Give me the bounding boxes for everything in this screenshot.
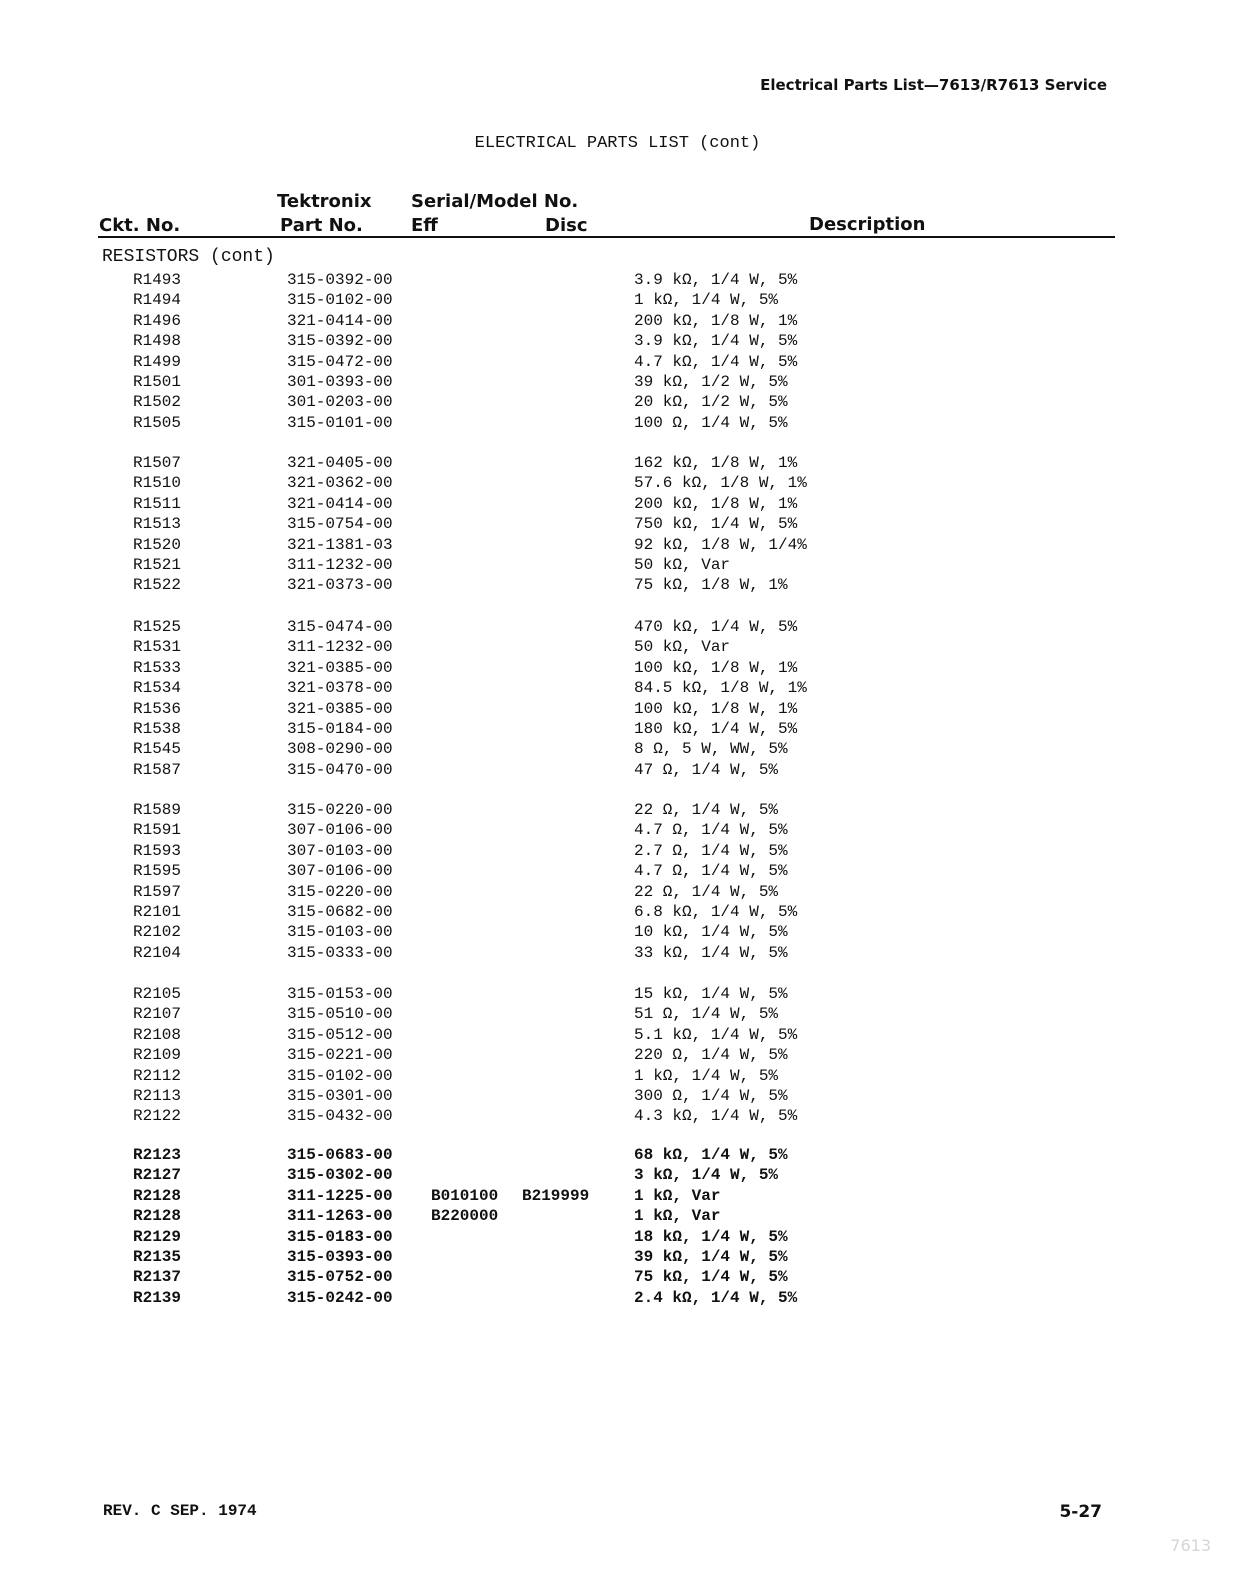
part-row: [0, 1145, 1233, 1165]
part-no-cell: 315-0392-00: [287, 271, 393, 289]
description-cell: 100 Ω, 1/4 W, 5%: [634, 413, 788, 432]
part-no-cell: 321-0414-00: [287, 311, 393, 330]
ckt-no-cell: R2128: [133, 1207, 182, 1226]
part-no-cell: 315-0102-00: [287, 291, 393, 310]
ckt-no-cell: R2104: [133, 943, 182, 962]
part-row: [0, 841, 1233, 861]
part-no-cell: 315-0103-00: [287, 923, 393, 942]
part-no-cell: 315-0183-00: [287, 1227, 393, 1246]
part-no-cell: 321-0385-00: [287, 699, 393, 718]
description-cell: 220 Ω, 1/4 W, 5%: [634, 1046, 788, 1065]
ckt-no-cell: R1538: [133, 720, 182, 738]
part-no-cell: 315-0472-00: [287, 352, 393, 371]
description-cell: 33 kΩ, 1/4 W, 5%: [634, 943, 788, 962]
ckt-no-cell: R1510: [133, 474, 182, 493]
description-cell: 39 kΩ, 1/2 W, 5%: [634, 373, 788, 391]
description-cell: 3.9 kΩ, 1/4 W, 5%: [634, 332, 798, 351]
column-header-disc: Disc: [545, 215, 588, 236]
ckt-no-cell: R2101: [133, 903, 182, 921]
part-no-cell: 315-0392-00: [287, 332, 393, 351]
description-cell: 57.6 kΩ, 1/8 W, 1%: [634, 474, 807, 493]
part-no-cell: 307-0106-00: [287, 862, 393, 881]
part-row: [0, 739, 1233, 759]
ckt-no-cell: R1534: [133, 679, 182, 698]
part-row: [0, 352, 1233, 372]
part-row: [0, 1227, 1233, 1247]
part-row: [0, 1066, 1233, 1086]
part-row: [0, 535, 1233, 555]
description-cell: 200 kΩ, 1/8 W, 1%: [634, 311, 798, 330]
ckt-no-cell: R1593: [133, 841, 182, 860]
description-cell: 22 Ω, 1/4 W, 5%: [634, 801, 779, 819]
description-cell: 162 kΩ, 1/8 W, 1%: [634, 454, 798, 472]
ckt-no-cell: R1520: [133, 535, 182, 554]
part-row: [0, 1267, 1233, 1287]
column-header-tektronix: Tektronix: [277, 191, 372, 212]
part-no-cell: 315-0220-00: [287, 801, 393, 819]
part-no-cell: 315-0432-00: [287, 1107, 393, 1126]
ckt-no-cell: R1507: [133, 454, 182, 472]
part-no-cell: 315-0221-00: [287, 1046, 393, 1065]
description-cell: 4.7 Ω, 1/4 W, 5%: [634, 862, 788, 881]
part-no-cell: 311-1225-00: [287, 1186, 393, 1205]
part-no-cell: 307-0103-00: [287, 841, 393, 860]
ckt-no-cell: R1525: [133, 618, 182, 636]
description-cell: 10 kΩ, 1/4 W, 5%: [634, 923, 788, 942]
part-row: [0, 1186, 1233, 1206]
part-row: [0, 413, 1233, 433]
ckt-no-cell: R1522: [133, 576, 182, 595]
ckt-no-cell: R1505: [133, 413, 182, 432]
part-row: [0, 658, 1233, 678]
ckt-no-cell: R1501: [133, 373, 182, 391]
part-no-cell: 315-0510-00: [287, 1005, 393, 1024]
ckt-no-cell: R2128: [133, 1186, 182, 1205]
ckt-no-cell: R2129: [133, 1227, 182, 1246]
description-cell: 75 kΩ, 1/4 W, 5%: [634, 1268, 788, 1287]
ckt-no-cell: R1589: [133, 801, 182, 819]
ckt-no-cell: R2113: [133, 1087, 182, 1105]
part-row: [0, 473, 1233, 493]
header-divider: [98, 236, 1115, 238]
description-cell: 100 kΩ, 1/8 W, 1%: [634, 658, 798, 677]
description-cell: 1 kΩ, 1/4 W, 5%: [634, 291, 779, 310]
ckt-no-cell: R1521: [133, 556, 182, 574]
ckt-no-cell: R1494: [133, 291, 182, 310]
description-cell: 20 kΩ, 1/2 W, 5%: [634, 393, 788, 412]
part-no-cell: 315-0184-00: [287, 720, 393, 738]
part-no-cell: 321-0378-00: [287, 679, 393, 698]
part-no-cell: 315-0683-00: [287, 1146, 393, 1164]
description-cell: 180 kΩ, 1/4 W, 5%: [634, 720, 798, 738]
description-cell: 84.5 kΩ, 1/8 W, 1%: [634, 679, 807, 698]
part-no-cell: 321-0362-00: [287, 474, 393, 493]
part-no-cell: 315-0102-00: [287, 1066, 393, 1085]
part-row: [0, 1025, 1233, 1045]
part-row: [0, 290, 1233, 310]
description-cell: 68 kΩ, 1/4 W, 5%: [634, 1146, 788, 1164]
column-header-description: Description: [809, 214, 926, 235]
part-no-cell: 315-0302-00: [287, 1166, 393, 1185]
part-no-cell: 315-0470-00: [287, 760, 393, 779]
part-no-cell: 321-0414-00: [287, 494, 393, 513]
part-row: [0, 1004, 1233, 1024]
ckt-no-cell: R2135: [133, 1248, 182, 1266]
part-row: [0, 719, 1233, 739]
description-cell: 1 kΩ, Var: [634, 1207, 721, 1226]
part-no-cell: 321-1381-03: [287, 535, 393, 554]
part-row: [0, 514, 1233, 534]
description-cell: 3.9 kΩ, 1/4 W, 5%: [634, 271, 798, 289]
description-cell: 75 kΩ, 1/8 W, 1%: [634, 576, 788, 595]
part-no-cell: 321-0373-00: [287, 576, 393, 595]
description-cell: 51 Ω, 1/4 W, 5%: [634, 1005, 779, 1024]
description-cell: 3 kΩ, 1/4 W, 5%: [634, 1166, 779, 1185]
description-cell: 1 kΩ, 1/4 W, 5%: [634, 1066, 779, 1085]
part-no-cell: 315-0220-00: [287, 882, 393, 901]
part-no-cell: 308-0290-00: [287, 740, 393, 759]
ckt-no-cell: R2122: [133, 1107, 182, 1126]
part-row: [0, 1288, 1233, 1308]
part-row: [0, 575, 1233, 595]
ckt-no-cell: R1533: [133, 658, 182, 677]
ckt-no-cell: R1502: [133, 393, 182, 412]
part-row: [0, 1206, 1233, 1226]
part-no-cell: 321-0385-00: [287, 658, 393, 677]
ckt-no-cell: R1591: [133, 821, 182, 840]
ckt-no-cell: R1531: [133, 638, 182, 657]
serial-disc-cell: B219999: [522, 1186, 590, 1205]
ckt-no-cell: R2139: [133, 1288, 182, 1307]
ckt-no-cell: R2102: [133, 923, 182, 942]
ckt-no-cell: R2112: [133, 1066, 182, 1085]
part-no-cell: 315-0242-00: [287, 1288, 393, 1307]
description-cell: 2.7 Ω, 1/4 W, 5%: [634, 841, 788, 860]
part-row: [0, 984, 1233, 1004]
ckt-no-cell: R2137: [133, 1268, 182, 1287]
serial-eff-cell: B220000: [431, 1207, 499, 1226]
ckt-no-cell: R2127: [133, 1166, 182, 1185]
description-cell: 5.1 kΩ, 1/4 W, 5%: [634, 1025, 798, 1044]
part-row: [0, 372, 1233, 392]
section-label: RESISTORS (cont): [102, 247, 275, 267]
part-row: [0, 678, 1233, 698]
ckt-no-cell: R1493: [133, 271, 182, 289]
part-row: [0, 1165, 1233, 1185]
description-cell: 750 kΩ, 1/4 W, 5%: [634, 515, 798, 534]
part-row: [0, 1045, 1233, 1065]
description-cell: 50 kΩ, Var: [634, 638, 731, 657]
description-cell: 15 kΩ, 1/4 W, 5%: [634, 985, 788, 1003]
part-row: [0, 1086, 1233, 1106]
ckt-no-cell: R1498: [133, 332, 182, 351]
running-header: Electrical Parts List—7613/R7613 Service: [760, 76, 1107, 94]
description-cell: 39 kΩ, 1/4 W, 5%: [634, 1248, 788, 1266]
column-header-eff: Eff: [411, 215, 438, 236]
part-row: [0, 922, 1233, 942]
part-row: [0, 1247, 1233, 1267]
ckt-no-cell: R1496: [133, 311, 182, 330]
ckt-no-cell: R1499: [133, 352, 182, 371]
description-cell: 92 kΩ, 1/8 W, 1/4%: [634, 535, 807, 554]
part-no-cell: 315-0333-00: [287, 943, 393, 962]
part-no-cell: 315-0301-00: [287, 1087, 393, 1105]
description-cell: 4.7 Ω, 1/4 W, 5%: [634, 821, 788, 840]
description-cell: 2.4 kΩ, 1/4 W, 5%: [634, 1288, 798, 1307]
part-no-cell: 315-0474-00: [287, 618, 393, 636]
part-no-cell: 311-1232-00: [287, 556, 393, 574]
part-no-cell: 315-0153-00: [287, 985, 393, 1003]
ckt-no-cell: R1597: [133, 882, 182, 901]
part-no-cell: 315-0101-00: [287, 413, 393, 432]
part-row: [0, 902, 1233, 922]
description-cell: 100 kΩ, 1/8 W, 1%: [634, 699, 798, 718]
part-row: [0, 699, 1233, 719]
description-cell: 4.7 kΩ, 1/4 W, 5%: [634, 352, 798, 371]
description-cell: 470 kΩ, 1/4 W, 5%: [634, 618, 798, 636]
description-cell: 22 Ω, 1/4 W, 5%: [634, 882, 779, 901]
part-no-cell: 315-0512-00: [287, 1025, 393, 1044]
part-row: [0, 820, 1233, 840]
page-title-text: ELECTRICAL PARTS LIST (cont): [474, 134, 761, 153]
ckt-no-cell: R1513: [133, 515, 182, 534]
serial-eff-cell: B010100: [431, 1186, 499, 1205]
part-row: [0, 392, 1233, 412]
ckt-no-cell: R1511: [133, 494, 182, 513]
part-row: [0, 494, 1233, 514]
part-row: [0, 861, 1233, 881]
description-cell: 50 kΩ, Var: [634, 556, 731, 574]
part-no-cell: 321-0405-00: [287, 454, 393, 472]
description-cell: 47 Ω, 1/4 W, 5%: [634, 760, 779, 779]
part-row: [0, 270, 1233, 290]
description-cell: 8 Ω, 5 W, WW, 5%: [634, 740, 788, 759]
description-cell: 4.3 kΩ, 1/4 W, 5%: [634, 1107, 798, 1126]
ckt-no-cell: R2107: [133, 1005, 182, 1024]
description-cell: 300 Ω, 1/4 W, 5%: [634, 1087, 788, 1105]
part-row: [0, 800, 1233, 820]
ckt-no-cell: R2123: [133, 1146, 182, 1164]
part-no-cell: 311-1232-00: [287, 638, 393, 657]
part-row: [0, 555, 1233, 575]
page-title: [0, 134, 1233, 153]
column-header-part-no: Part No.: [280, 215, 363, 236]
part-row: [0, 617, 1233, 637]
part-row: [0, 453, 1233, 473]
ckt-no-cell: R2109: [133, 1046, 182, 1065]
description-cell: 200 kΩ, 1/8 W, 1%: [634, 494, 798, 513]
ckt-no-cell: R1587: [133, 760, 182, 779]
part-row: [0, 1106, 1233, 1126]
part-no-cell: 301-0203-00: [287, 393, 393, 412]
description-cell: 18 kΩ, 1/4 W, 5%: [634, 1227, 788, 1246]
part-row: [0, 331, 1233, 351]
part-row: [0, 882, 1233, 902]
part-row: [0, 311, 1233, 331]
ckt-no-cell: R2108: [133, 1025, 182, 1044]
description-cell: 6.8 kΩ, 1/4 W, 5%: [634, 903, 798, 921]
part-row: [0, 637, 1233, 657]
page-number: 5-27: [1059, 1502, 1102, 1522]
ckt-no-cell: R1545: [133, 740, 182, 759]
part-row: [0, 943, 1233, 963]
part-no-cell: 315-0682-00: [287, 903, 393, 921]
revision-label: REV. C SEP. 1974: [103, 1502, 257, 1520]
watermark: 7613: [1170, 1536, 1211, 1555]
part-no-cell: 315-0752-00: [287, 1268, 393, 1287]
column-header-serial-model: Serial/Model No.: [411, 191, 579, 212]
part-no-cell: 307-0106-00: [287, 821, 393, 840]
column-header-ckt-no: Ckt. No.: [99, 215, 181, 236]
part-no-cell: 311-1263-00: [287, 1207, 393, 1226]
ckt-no-cell: R1536: [133, 699, 182, 718]
ckt-no-cell: R2105: [133, 985, 182, 1003]
description-cell: 1 kΩ, Var: [634, 1186, 721, 1205]
part-row: [0, 760, 1233, 780]
part-no-cell: 315-0393-00: [287, 1248, 393, 1266]
part-no-cell: 315-0754-00: [287, 515, 393, 534]
ckt-no-cell: R1595: [133, 862, 182, 881]
part-no-cell: 301-0393-00: [287, 373, 393, 391]
